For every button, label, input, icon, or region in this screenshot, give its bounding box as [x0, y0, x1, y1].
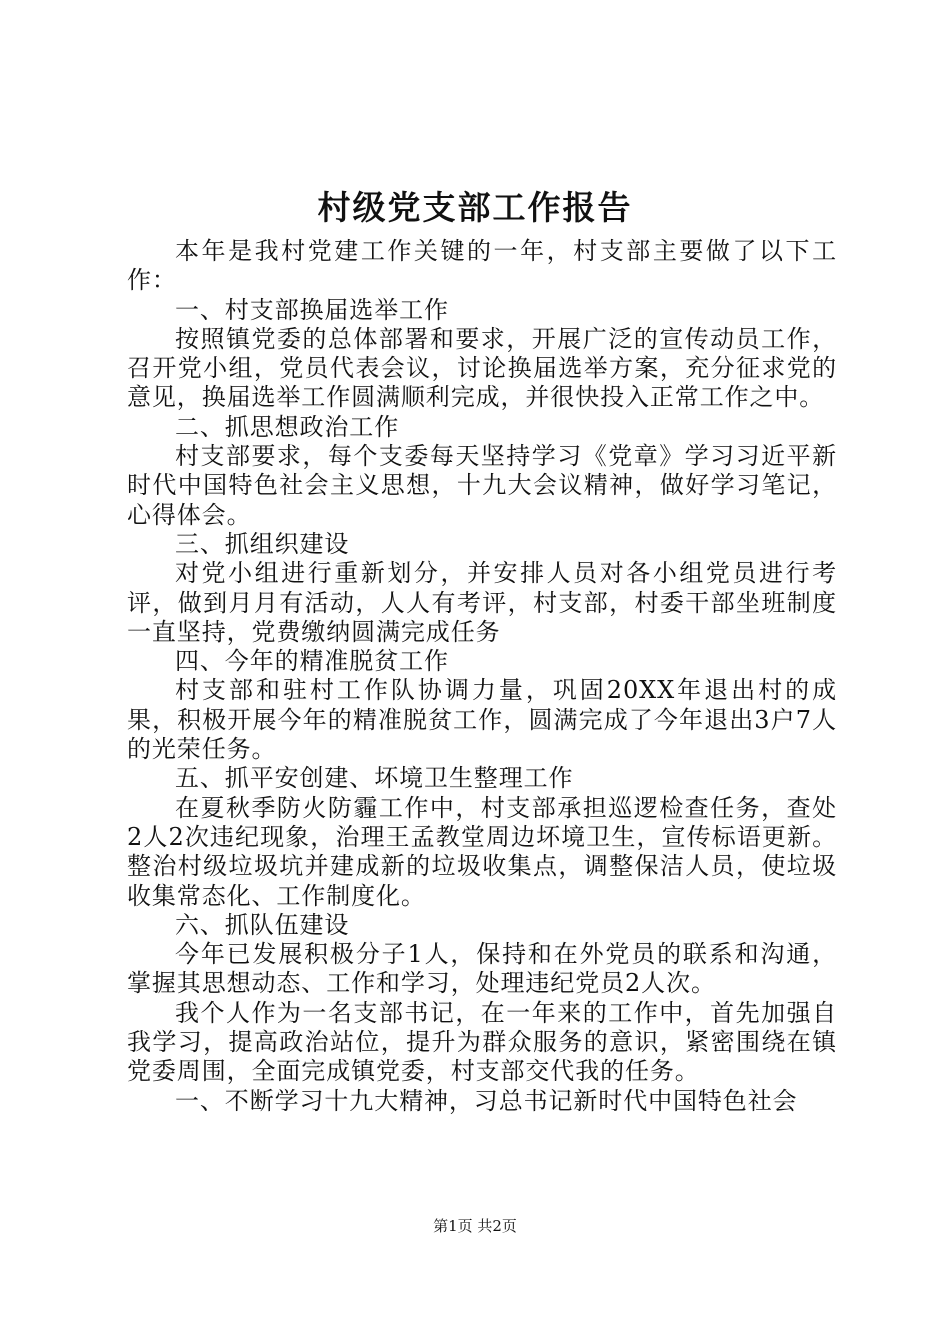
document-title: 村级党支部工作报告: [317, 188, 633, 227]
paragraph: 本年是我村党建工作关键的一年，村支部主要做了以下工作：: [127, 237, 837, 295]
section-heading: 六、抓队伍建设: [175, 910, 350, 939]
paragraph: 村支部要求，每个支委每天坚持学习《党章》学习习近平新时代中国特色社会主义思想，十九大会议精神，做好学习笔记，心得体会。: [127, 442, 837, 529]
section-heading: 二、抓思想政治工作: [175, 412, 400, 441]
paragraph: 我个人作为一名支部书记，在一年来的工作中，首先加强自我学习，提高政治站位，提升为群众服务的意识，紧密围绕在镇党委周围，全面完成镇党委，村支部交代我的任务。: [127, 998, 837, 1086]
document-body: [127, 237, 837, 1116]
paragraph: 今年已发展积极分子1人，保持和在外党员的联系和沟通，掌握其思想动态、工作和学习，处理违纪党员2人次。: [127, 940, 837, 998]
section-heading: 一、村支部换届选举工作: [175, 295, 449, 324]
paragraph: 一、不断学习十九大精神，习总书记新时代中国特色社会: [175, 1086, 798, 1115]
section-heading: 五、抓平安创建、坏境卫生整理工作: [175, 764, 574, 793]
paragraph: 对党小组进行重新划分，并安排人员对各小组党员进行考评，做到月月有活动，人人有考评，村支部，村委干部坐班制度一直坚持，党费缴纳圆满完成任务: [127, 559, 837, 646]
paragraph: 村支部和驻村工作队协调力量，巩固20XX年退出村的成果，积极开展今年的精准脱贫工作，圆满完成了今年退出3户7人的光荣任务。: [127, 676, 837, 764]
paragraph: 按照镇党委的总体部署和要求，开展广泛的宣传动员工作，召开党小组，党员代表会议，讨论换届选举方案，充分征求党的意见，换届选举工作圆满顺利完成，并很快投入正常工作之中。: [127, 324, 837, 412]
section-heading: 三、抓组织建设: [175, 529, 350, 558]
page-footer: 第1页 共2页: [433, 1217, 517, 1235]
section-heading: 四、今年的精准脱贫工作: [175, 647, 449, 676]
paragraph: 在夏秋季防火防霾工作中，村支部承担巡逻检查任务，查处2人2次违纪现象，治理王孟教堂周边坏境卫生，宣传标语更新。整治村级垃圾坑并建成新的垃圾收集点，调整保洁人员，使垃圾收集常态化、工作制度化。: [127, 793, 837, 910]
